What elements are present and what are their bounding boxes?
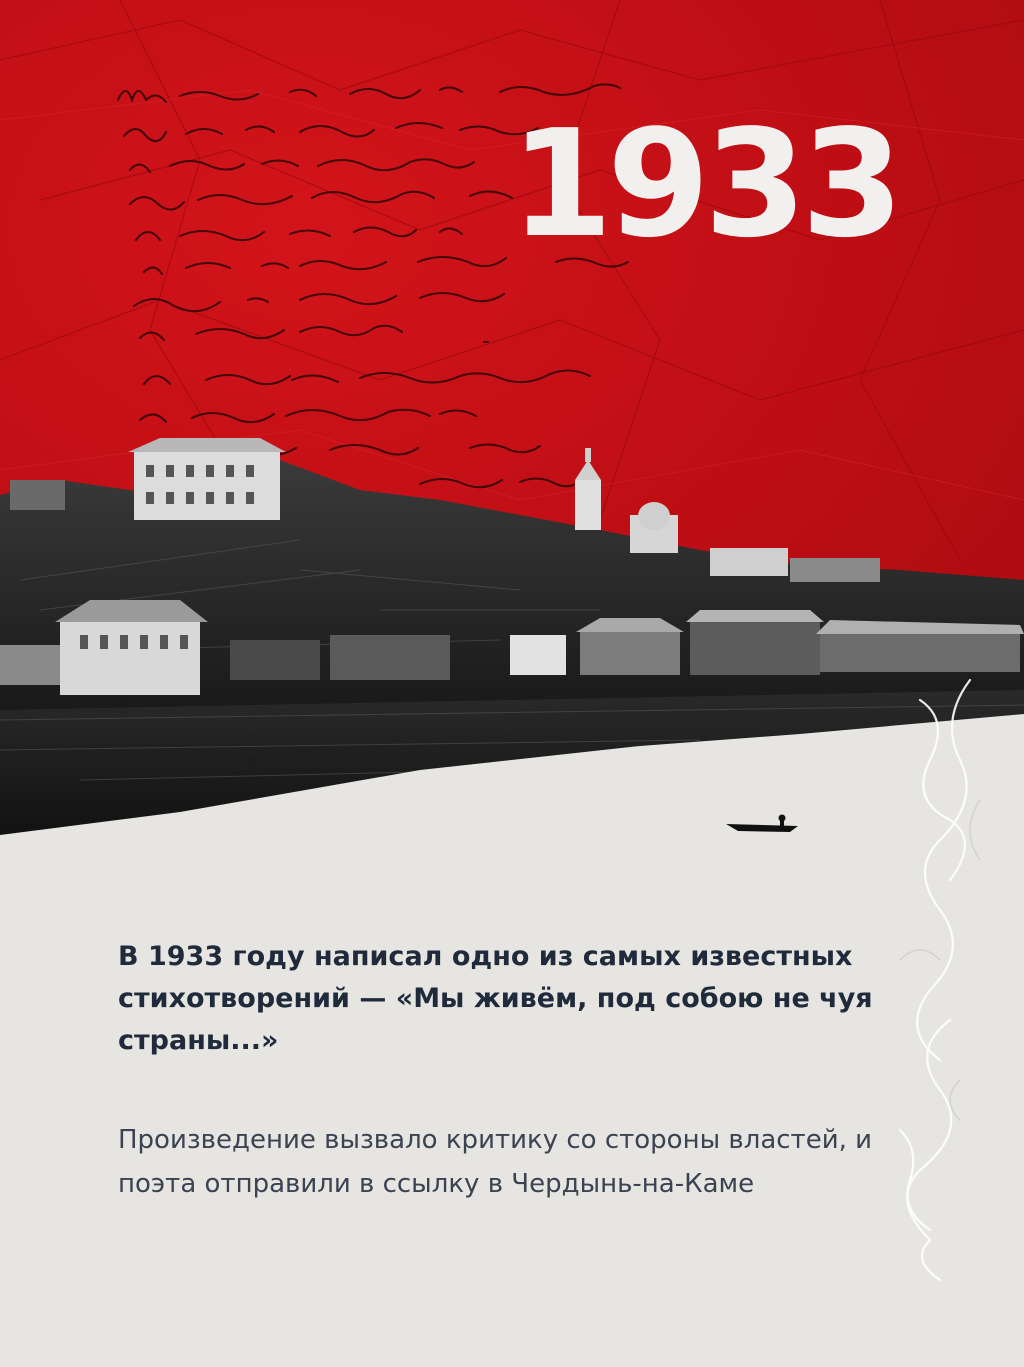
description-text: Произведение вызвало критику со стороны властей, и поэта отправили в ссылку в Чердынь-на-Каме [118,1125,873,1199]
year-title: 1933 [510,98,898,270]
main-heading: В 1933 году написал одно из самых известных стихотворений — «Мы живём, под собою не чуя страны...» [118,941,873,1056]
